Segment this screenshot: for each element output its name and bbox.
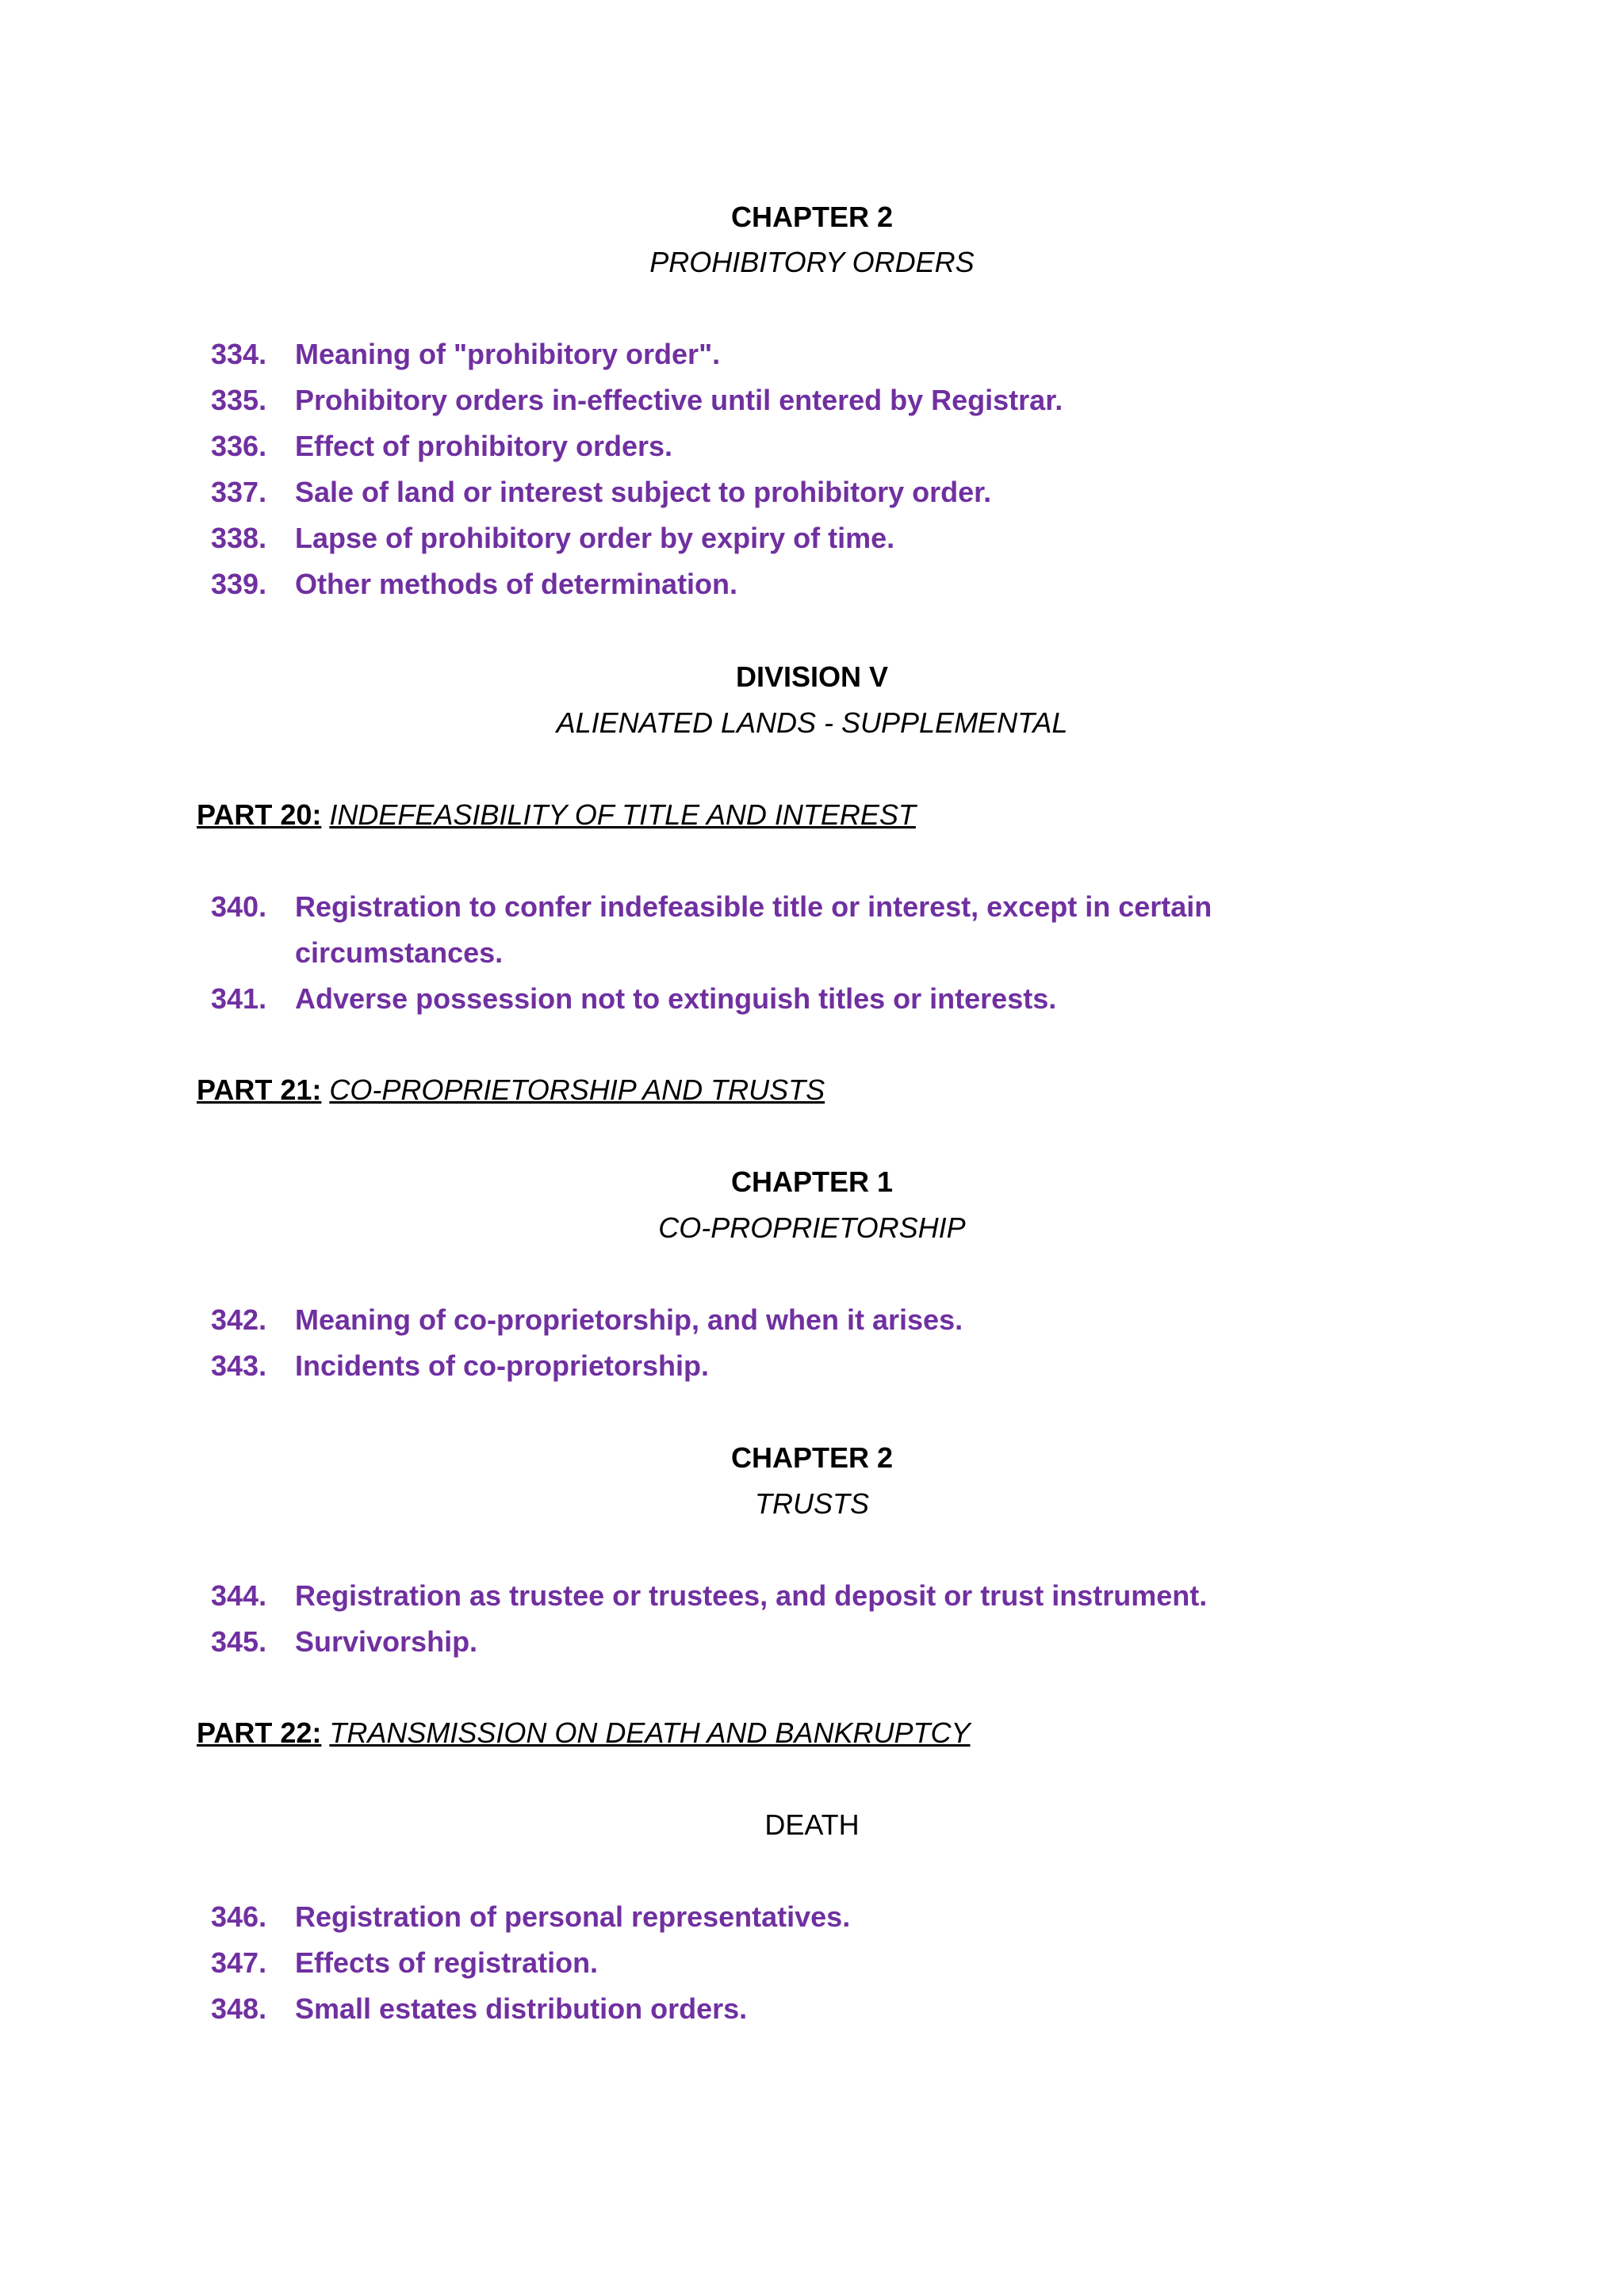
list-item (211, 1940, 598, 1986)
part-heading (197, 796, 916, 834)
item-text: Meaning of co-proprietorship, and when it arises. (295, 1303, 963, 1336)
item-number: 342. (211, 1303, 267, 1336)
item-text: Prohibitory orders in-effective until entered by Registrar. (295, 384, 1063, 416)
item-number: 334. (211, 338, 267, 370)
list-item (211, 469, 991, 515)
part-heading (197, 1071, 825, 1109)
item-number: 344. (211, 1579, 267, 1612)
item-number: 343. (211, 1349, 267, 1382)
item-text: Small estates distribution orders. (295, 1992, 748, 2025)
division-subtitle: ALIENATED LANDS - SUPPLEMENTAL (556, 706, 1068, 739)
item-text: Registration of personal representatives. (295, 1900, 851, 1933)
item-number: 341. (211, 982, 267, 1015)
item-number: 347. (211, 1946, 267, 1979)
list-item (211, 561, 737, 607)
list-item (211, 1343, 709, 1389)
part-title: TRANSMISSION ON DEATH AND BANKRUPTCY (329, 1716, 971, 1749)
item-text: Effects of registration. (295, 1946, 599, 1979)
list-item (211, 1297, 963, 1343)
list-item (211, 331, 720, 377)
item-text: Survivorship. (295, 1625, 478, 1658)
chapter-heading: CHAPTER 2 (730, 1441, 894, 1474)
part-title: CO-PROPRIETORSHIP AND TRUSTS (329, 1073, 825, 1106)
item-text: Other methods of determination. (295, 568, 738, 600)
list-item (211, 423, 672, 469)
list-item (211, 1894, 850, 1940)
item-text: Sale of land or interest subject to prohibitory order. (295, 476, 992, 508)
list-item (211, 377, 1063, 423)
list-item (211, 1619, 477, 1665)
item-text: Effect of prohibitory orders. (295, 430, 673, 462)
part-heading (197, 1714, 970, 1752)
item-number: 337. (211, 476, 267, 508)
item-number: 348. (211, 1992, 267, 2025)
item-text: Meaning of "prohibitory order". (295, 338, 721, 370)
division-heading: DIVISION V (735, 660, 889, 693)
chapter-heading: CHAPTER 1 (730, 1165, 894, 1198)
item-number: 335. (211, 384, 267, 416)
item-text: Registration to confer indefeasible title or interest, except in certain (295, 890, 1212, 923)
chapter-subtitle: TRUSTS (755, 1487, 869, 1520)
item-number: 346. (211, 1900, 267, 1933)
item-text-continuation: circumstances. (295, 936, 504, 969)
list-item (211, 515, 894, 561)
chapter-subtitle: CO-PROPRIETORSHIP (658, 1211, 966, 1244)
item-number: 339. (211, 568, 267, 600)
item-number: 338. (211, 522, 267, 554)
chapter-subtitle: PROHIBITORY ORDERS (649, 246, 975, 278)
part-label: PART 20: (197, 798, 322, 831)
item-text: Adverse possession not to extinguish titles or interests. (295, 982, 1057, 1015)
list-item (211, 1573, 1207, 1619)
item-text: Lapse of prohibitory order by expiry of time. (295, 522, 895, 554)
part-label: PART 22: (197, 1716, 322, 1749)
part-label: PART 21: (197, 1073, 322, 1106)
item-text: Registration as trustee or trustees, and deposit or trust instrument. (295, 1579, 1208, 1612)
chapter-heading: CHAPTER 2 (730, 201, 894, 233)
item-number: 340. (211, 890, 267, 923)
list-item (211, 976, 1056, 1022)
section-subheading: DEATH (764, 1808, 860, 1841)
part-title: INDEFEASIBILITY OF TITLE AND INTEREST (329, 798, 916, 831)
list-item (211, 884, 1212, 930)
item-text: Incidents of co-proprietorship. (295, 1349, 710, 1382)
item-number: 336. (211, 430, 267, 462)
item-number: 345. (211, 1625, 267, 1658)
list-item (211, 1986, 747, 2032)
